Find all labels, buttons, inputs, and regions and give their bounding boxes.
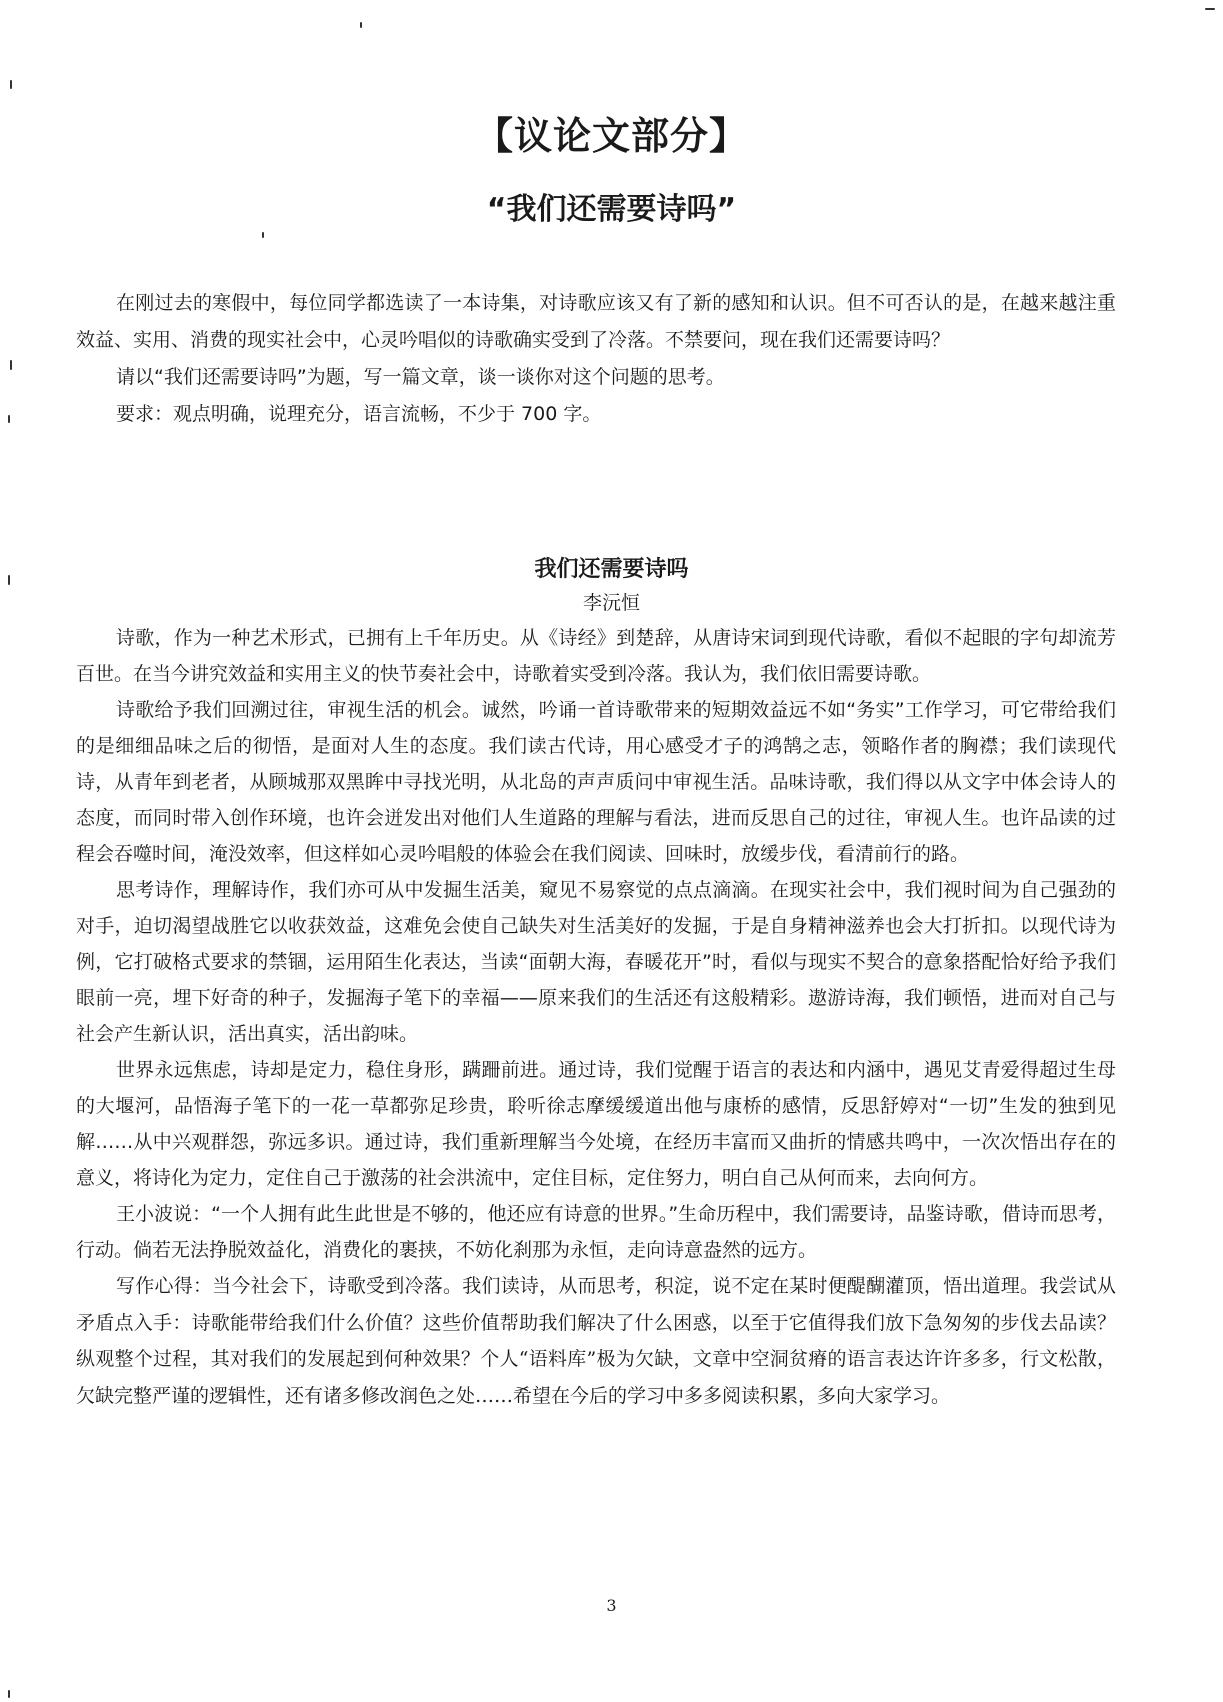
writing-prompt [76, 285, 1116, 433]
essay-title: 我们还需要诗吗 [534, 557, 689, 582]
scan-speck [360, 22, 362, 28]
prompt-task: 请以“我们还需要诗吗”为题，写一篇文章，谈一谈你对这个问题的思考。 [116, 366, 725, 388]
writing-reflection: 写作心得：当今社会下，诗歌受到冷落。我们读诗，从而思考，积淀，说不定在某时便醍醐灌顶，悟出道理。我尝试从矛盾点入手：诗歌能带给我们什么价值？这些价值帮助我们解决了什么困惑，以至于它值得我们放下急匆匆的步伐去品读？纵观整个过程，其对我们的发展起到何种效果？个人“语料库”极为欠缺，文章中空洞贫瘠的语言表达许许多多，行文松散，欠缺完整严谨的逻辑性，还有诸多修改润色之处……希望在今后的学习中多多阅读积累，多向大家学习。 [76, 1275, 1116, 1407]
prompt-title: “我们还需要诗吗” [486, 192, 737, 227]
essay-paragraph: 王小波说：“一个人拥有此生此世是不够的，他还应有诗意的世界。”生命历程中，我们需要诗，品鉴诗歌，借诗而思考，行动。倘若无法挣脱效益化，消费化的裹挟，不妨化刹那为永恒，走向诗意盎然的远方。 [76, 1203, 1116, 1261]
essay-author: 李沅恒 [582, 592, 640, 614]
prompt-requirements: 要求：观点明确，说理充分，语言流畅，不少于 700 字。 [116, 403, 602, 425]
scan-speck [8, 1690, 10, 1698]
essay-paragraph: 世界永远焦虑，诗却是定力，稳住身形，蹒跚前进。通过诗，我们觉醒于语言的表达和内涵中，遇见艾青爱得超过生母的大堰河，品悟海子笔下的一花一草都弥足珍贵，聆听徐志摩缓缓道出他与康桥的感情，反思舒婷对“一切”生发的独到见解……从中兴观群怨，弥远多识。通过诗，我们重新理解当今处境，在经历丰富而又曲折的情感共鸣中，一次次悟出存在的意义，将诗化为定力，定住自己于激荡的社会洪流中，定住目标，定住努力，明白自己从何而来，去向何方。 [76, 1059, 1116, 1189]
scan-speck [8, 415, 10, 423]
essay-paragraph: 诗歌给予我们回溯过往，审视生活的机会。诚然，吟诵一首诗歌带来的短期效益远不如“务实”工作学习，可它带给我们的是细细品味之后的彻悟，是面对人生的态度。我们读古代诗，用心感受才子的鸿鹄之志，领略作者的胸襟；我们读现代诗，从青年到老者，从顾城那双黑眸中寻找光明，从北岛的声声质问中审视生活。品味诗歌，我们得以从文字中体会诗人的态度，而同时带入创作环境，也许会迸发出对他们人生道路的理解与看法，进而反思自己的过往，审视人生。也许品读的过程会吞噬时间，淹没效率，但这样如心灵吟唱般的体验会在我们阅读、回味时，放缓步伐，看清前行的路。 [76, 699, 1116, 865]
essay-body [76, 620, 1116, 1414]
scan-speck [10, 360, 12, 370]
scan-speck [10, 80, 12, 89]
scan-speck [1205, 8, 1215, 10]
scan-speck [262, 232, 264, 238]
scan-speck [8, 575, 10, 585]
essay-paragraph: 思考诗作，理解诗作，我们亦可从中发掘生活美，窥见不易察觉的点点滴滴。在现实社会中，我们视时间为自己强劲的对手，迫切渴望战胜它以收获效益，这难免会使自己缺失对生活美好的发掘，于是自身精神滋养也会大打折扣。以现代诗为例，它打破格式要求的禁锢，运用陌生化表达，当读“面朝大海，春暖花开”时，看似与现实不契合的意象搭配恰好给予我们眼前一亮，埋下好奇的种子，发掘海子笔下的幸福——原来我们的生活还有这般精彩。遨游诗海，我们顿悟，进而对自己与社会产生新认识，活出真实，活出韵味。 [76, 879, 1116, 1045]
essay-paragraph: 诗歌，作为一种艺术形式，已拥有上千年历史。从《诗经》到楚辞，从唐诗宋词到现代诗歌，看似不起眼的字句却流芳百世。在当今讲究效益和实用主义的快节奏社会中，诗歌着实受到冷落。我认为，我们依旧需要诗歌。 [76, 627, 1116, 685]
page-number: 3 [606, 1596, 617, 1615]
prompt-intro: 在刚过去的寒假中，每位同学都选读了一本诗集，对诗歌应该又有了新的感知和认识。但不可否认的是，在越来越注重效益、实用、消费的现实社会中，心灵吟唱似的诗歌确实受到了冷落。不禁要问，现在我们还需要诗吗？ [76, 292, 1116, 351]
section-heading: 【议论文部分】 [474, 114, 748, 158]
